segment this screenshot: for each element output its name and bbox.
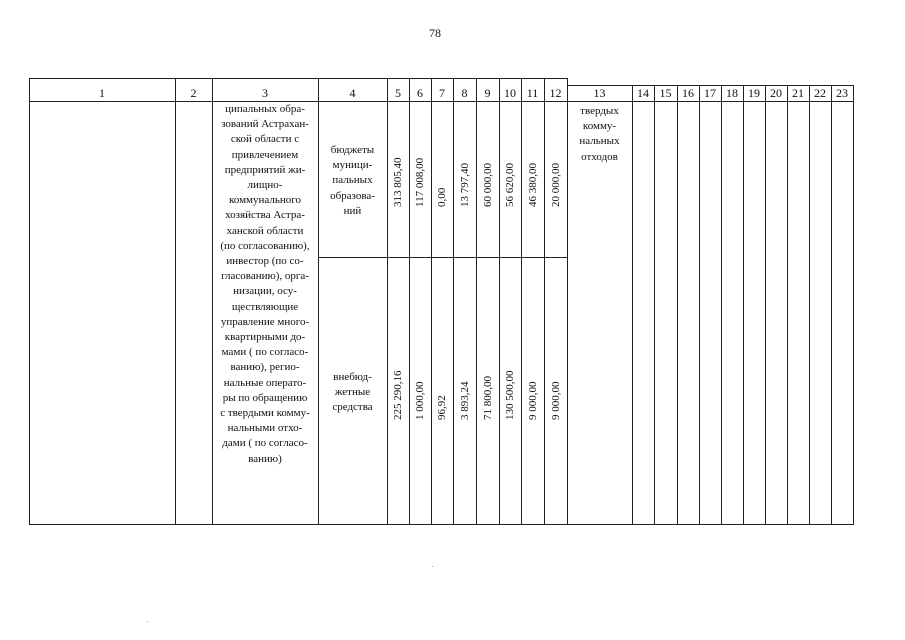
scan-speck [147,621,148,622]
offbudget-value: 225 290,16 [392,370,404,420]
responsible-text-line: коммунального [229,194,301,207]
responsible-text-line: нальными отхо- [227,422,303,435]
responsible-text-line: ханской области [226,224,304,237]
column-header: 19 [748,86,760,100]
budget-value: 46 380,00 [526,163,539,207]
responsible-text-line: инвестор (по со- [226,255,304,267]
offbudget-value: 9 000,00 [526,381,539,420]
responsible-text-line: ры по обращению [222,391,308,404]
responsible-text-line: нальные операто- [223,376,307,389]
responsible-text-line: с твердыми комму- [220,407,310,419]
responsible-text-line: дами ( по согласо- [222,437,308,450]
offbudget-value: 71 800,00 [481,376,494,420]
column-header: 5 [395,86,401,100]
row-divider [318,257,567,258]
column-header: 11 [526,86,539,100]
responsible-text-line: ванию) [248,452,282,465]
budget-value: 313 805,40 [392,157,404,207]
responsible-text-line: ской области с [230,133,300,146]
page-number: 78 [429,26,441,40]
funding-source-offbudget: жетные [334,386,371,399]
responsible-text-line: привлечением [231,148,299,161]
column-divider [654,85,655,525]
column-divider [632,85,633,525]
funding-source-offbudget: средства [332,401,373,414]
offbudget-value: 9 000,00 [549,381,562,420]
responsible-text-line: гласованию), орга- [221,270,309,283]
funding-source-offbudget: внебюд- [333,371,372,383]
column-divider [387,78,388,525]
funding-source-budget: ний [343,204,362,217]
responsible-text-line: предприятий жи- [224,163,306,176]
column-divider [721,85,722,525]
column-divider [787,85,788,525]
offbudget-value: 1 000,00 [414,381,426,420]
responsible-text-line: хозяйства Астра- [225,209,305,222]
offbudget-value: 3 893,24 [458,381,471,420]
budget-value: 117 008,00 [414,157,426,207]
responsible-text-line: (по согласованию), [220,239,310,252]
column-header: 13 [593,86,606,100]
column-divider [809,85,810,525]
column-divider [175,78,176,525]
column-header: 12 [549,86,562,100]
budget-value: 60 000,00 [481,163,494,207]
column-divider [409,78,410,525]
offbudget-value: 130 500,00 [504,370,516,420]
funding-source-budget: бюджеты [330,144,375,156]
column-divider [831,85,832,525]
table-border-top [29,78,567,79]
table-border-bottom [29,524,853,525]
column-divider [853,85,854,525]
column-header: 15 [659,86,672,100]
column-header: 2 [190,86,197,100]
column-divider [699,85,700,525]
budget-value: 20 000,00 [549,163,562,207]
column-header: 14 [637,86,649,100]
target-text-line: нальных [579,135,620,148]
responsible-text-line: мами ( по согласо- [221,346,309,359]
column-divider [765,85,766,525]
funding-source-budget: образова- [330,189,375,202]
column-divider [499,78,500,525]
column-header: 22 [814,86,826,100]
column-header: 9 [484,86,491,100]
column-header: 4 [349,86,356,100]
responsible-text-line: управление много- [220,315,310,328]
column-header: 6 [417,86,423,100]
column-header: 23 [836,86,848,100]
column-header: 20 [770,86,782,100]
responsible-text-line: лищно- [247,179,283,191]
column-divider [431,78,432,525]
responsible-text-line: ществляющие [231,300,299,313]
column-divider [544,78,545,525]
target-text-line: комму- [582,120,617,133]
column-header: 10 [504,86,516,100]
responsible-text-line: ципальных обра- [225,103,305,115]
column-divider [743,85,744,525]
budget-value: 0,00 [436,187,448,207]
column-header: 16 [682,86,694,100]
budget-value: 56 620,00 [504,163,516,207]
column-divider [476,78,477,525]
column-header: 8 [461,86,468,100]
offbudget-value: 96,92 [436,395,448,420]
column-divider [29,78,30,525]
column-header: 7 [439,86,445,100]
column-divider [677,85,678,525]
responsible-text-line: низации, осу- [233,285,297,298]
scan-speck [432,566,433,567]
responsible-text-line: ванию), регио- [230,361,300,374]
funding-source-budget: муници- [332,159,373,172]
column-header: 18 [726,86,738,100]
column-header: 17 [704,86,716,100]
column-header: 3 [262,86,268,100]
column-divider [453,78,454,525]
column-header: 21 [792,86,804,100]
responsible-text-line: квартирными до- [224,331,306,343]
budget-value: 13 797,40 [458,163,471,207]
funding-source-budget: пальных [332,174,373,187]
target-text-line: твердых [580,105,619,117]
responsible-text-line: зований Астрахан- [221,118,309,131]
target-text-line: отходов [581,150,618,163]
column-header: 1 [99,86,105,100]
column-divider [521,78,522,525]
